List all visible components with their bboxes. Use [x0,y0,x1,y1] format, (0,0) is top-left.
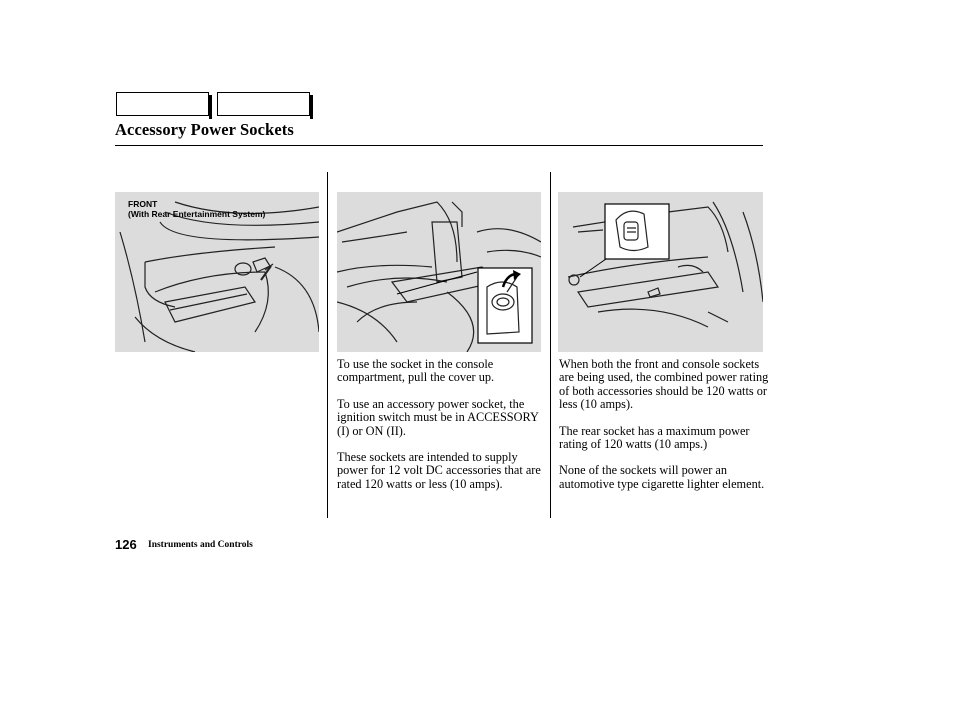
title-rule [115,145,763,146]
column-divider-right [550,172,551,518]
power-rating-notes [559,358,771,504]
page-title: Accessory Power Sockets [115,120,294,139]
console-socket-drawing [337,192,541,352]
front-figure-caption [128,199,265,219]
console-cover-paragraph: To use the socket in the console compartment, pull the cover up. [337,357,495,385]
nav-box-next[interactable] [217,92,310,116]
column-divider-left [327,172,328,518]
lighter-warning-paragraph: None of the sockets will power an automotive type cigarette lighter element. [559,463,765,491]
console-socket-illustration [337,192,541,352]
page-number: 126 [115,537,137,552]
rear-socket-illustration [558,192,763,352]
rear-socket-drawing [558,192,763,352]
front-socket-illustration [115,192,319,352]
console-socket-instructions [337,358,549,504]
section-name: Instruments and Controls [148,540,253,550]
nav-box-previous[interactable] [116,92,209,116]
ignition-paragraph: To use an accessory power socket, the ignition switch must be in ACCESSORY (I) or ON (II). [337,396,539,438]
front-label: FRONT [128,199,158,209]
rear-socket-paragraph: The rear socket has a maximum power rating of 120 watts (10 amps.) [559,423,750,452]
rear-entertainment-label: (With Rear Entertainment System) [128,209,266,219]
rating-paragraph: These sockets are intended to supply power for 12 volt DC accessories that are rated 120 watts or less (10 amps). [337,450,541,491]
combined-rating-paragraph: When both the front and console sockets are being used, the combined power rating of both accessories should be 120 watts or less (10 amps). [559,357,769,412]
